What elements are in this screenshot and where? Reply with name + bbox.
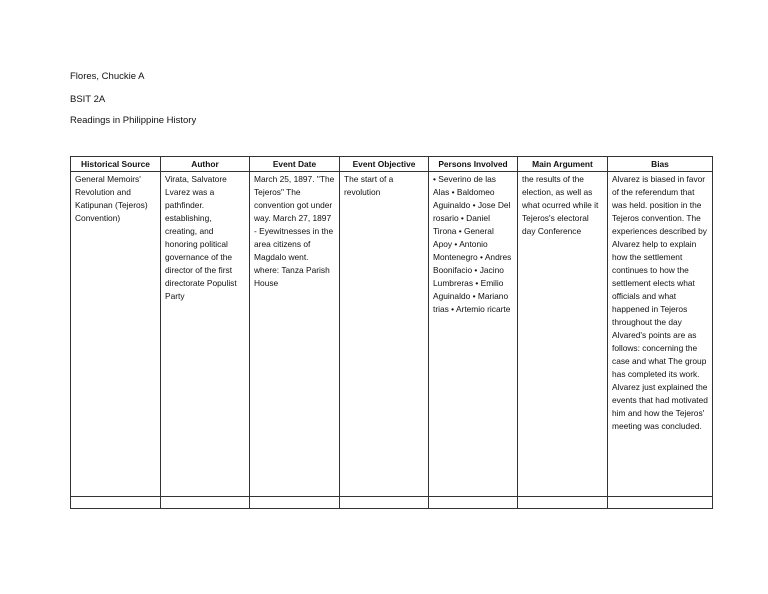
- header-event-date: Event Date: [250, 157, 340, 172]
- empty-cell: [429, 497, 518, 509]
- empty-cell: [518, 497, 608, 509]
- course-title-line: Readings in Philippine History: [70, 115, 197, 126]
- cell-author: Virata, Salvatore Lvarez was a pathfinder. establishing, creating, and honoring political governance of the director of the first directorate Populist Party: [161, 172, 250, 497]
- table-row-empty: [71, 497, 713, 509]
- history-analysis-table: [70, 156, 713, 509]
- cell-event-date: March 25, 1897. "The Tejeros" The convention got under way. March 27, 1897 - Eyewitnesses in the area citizens of Magdalo went. where: Tanza Parish House: [250, 172, 340, 497]
- empty-cell: [608, 497, 713, 509]
- header-bias: Bias: [608, 157, 713, 172]
- table-row: [71, 172, 713, 497]
- header-main-argument: Main Argument: [518, 157, 608, 172]
- cell-event-objective: The start of a revolution: [340, 172, 429, 497]
- table-header-row: [71, 157, 713, 172]
- class-section-line: BSIT 2A: [70, 94, 106, 105]
- header-author: Author: [161, 157, 250, 172]
- header-historical-source: Historical Source: [71, 157, 161, 172]
- cell-persons-involved: • Severino de las Alas • Baldomeo Aguinaldo • Jose Del rosario • Daniel Tirona • General Apoy • Antonio Montenegro • Andres Boonifacio • Jacino Lumbreras • Emilio Aguinaldo • Mariano trias • Artemio ricarte: [429, 172, 518, 497]
- cell-main-argument: the results of the election, as well as what ocurred while it Tejeros's electoral day Conference: [518, 172, 608, 497]
- cell-bias: Alvarez is biased in favor of the referendum that was held. position in the Tejeros convention. The experiences described by Alvarez help to explain how the settlement continues to how the settlement elects what officials and what happened in Tejeros throughout the day Alvared's points are as follows: concerning the case and what The group has completed its work. Alvarez just explained the events that had motivated him and how the Tejeros' meeting was concluded.: [608, 172, 713, 497]
- cell-historical-source: General Memoirs' Revolution and Katipunan (Tejeros) Convention): [71, 172, 161, 497]
- header-persons-involved: Persons Involved: [429, 157, 518, 172]
- header-event-objective: Event Objective: [340, 157, 429, 172]
- empty-cell: [161, 497, 250, 509]
- author-name-line: Flores, Chuckie A: [70, 71, 145, 82]
- empty-cell: [71, 497, 161, 509]
- empty-cell: [250, 497, 340, 509]
- empty-cell: [340, 497, 429, 509]
